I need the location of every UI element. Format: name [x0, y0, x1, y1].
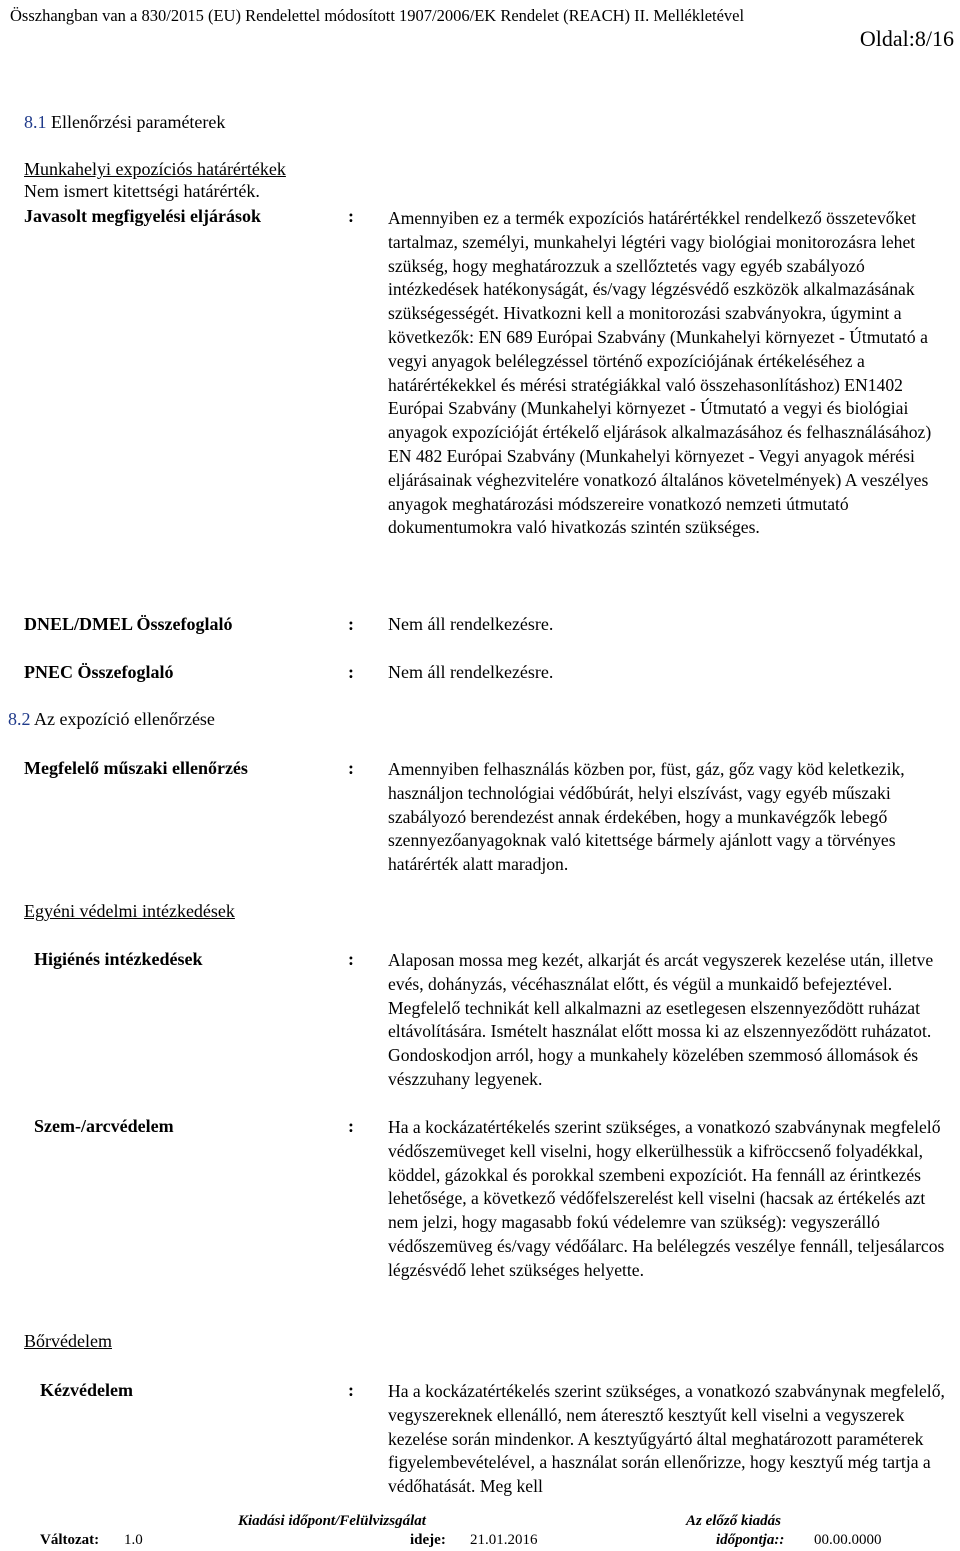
dnel-colon: :	[348, 614, 354, 634]
exposure-limits-heading: Munkahelyi expozíciós határértékek	[24, 159, 286, 179]
exposure-limits-text: Nem ismert kitettségi határérték.	[24, 181, 260, 201]
dnel-text: Nem áll rendelkezésre.	[388, 614, 554, 634]
hand-protection-colon: :	[348, 1380, 354, 1400]
section-number: 8.1	[24, 112, 47, 132]
hand-protection-text: Ha a kockázatértékelés szerint szükséges, a vonatkozó szabványnak megfelelő, vegyszereknek ellenálló, nem áteresztő kesztyűt kell viselni a vegyszerek kezelése során mindenkor. A kesztyűgyártó által meghatározott paraméterek figyelembevételével, a használat során ellenőrizze, hogy kesztyű még tartja a védőhatását. Meg kell	[388, 1381, 945, 1497]
section-title: Az expozíció ellenőrzése	[34, 709, 215, 729]
hand-protection-label: Kézvédelem	[40, 1380, 133, 1400]
issue-date-label-top: Kiadási időpont/Felülvizsgálat	[238, 1513, 426, 1529]
skin-protection-heading: Bőrvédelem	[24, 1331, 112, 1351]
eye-face-text: Ha a kockázatértékelés szerint szükséges, a vonatkozó szabványnak megfelelő védőszemüveget kell viselni, hogy elkerülhessük a kifröccsenő folyadékkal, köddel, gázokkal és porokkal szembeni expozíciót. Ha fennáll az érintkezés lehetősége, a következő védőfelszerelést kell viselni (hacsak az értékelés azt nem jelzi, hogy magasabb fokú védelemre van szükség): vegyszerálló védőszemüveg és/vagy védőálarc. Ha belélegzés veszélye fennáll, teljesálarcos légzésvédő lehet szükséges helyette.	[388, 1117, 945, 1280]
monitoring-label: Javasolt megfigyelési eljárások	[24, 206, 261, 226]
personal-protection-heading: Egyéni védelmi intézkedések	[24, 901, 235, 921]
page-indicator	[860, 26, 954, 52]
previous-issue-date-value: 00.00.0000	[814, 1532, 882, 1548]
section-number: 8.2	[8, 709, 31, 729]
dnel-label: DNEL/DMEL Összefoglaló	[24, 614, 233, 634]
pnec-label: PNEC Összefoglaló	[24, 662, 174, 682]
pnec-text: Nem áll rendelkezésre.	[388, 662, 554, 682]
eye-face-label: Szem-/arcvédelem	[34, 1116, 174, 1136]
previous-issue-label-bottom: időpontja::	[716, 1532, 785, 1548]
hygiene-colon: :	[348, 949, 354, 969]
engineering-controls-colon: :	[348, 758, 354, 778]
monitoring-colon: :	[348, 206, 354, 226]
section-8-2-heading	[8, 709, 215, 730]
previous-issue-label-top: Az előző kiadás	[686, 1513, 782, 1529]
section-8-1-heading	[24, 112, 225, 133]
version-value: 1.0	[124, 1532, 143, 1548]
hygiene-text: Alaposan mossa meg kezét, alkarját és arcát vegyszerek kezelése után, illetve evés, dohányzás, vécéhasználat előtt, és végül a munkaidő befejeztével. Megfelelő technikát kell alkalmazni az esetlegesen elszennyeződött ruházat eltávolítására. Ismételt használat előtt mossa ki az elszennyeződött ruházatot. Gondoskodjon arról, hogy a munkahely közelében szemmosó állomások és vészzuhany legyenek.	[388, 950, 934, 1089]
hygiene-label: Higiénés intézkedések	[34, 949, 203, 969]
section-title: Ellenőrzési paraméterek	[51, 112, 226, 132]
monitoring-text: Amennyiben ez a termék expozíciós határértékkel rendelkező összetevőket tartalmaz, személyi, munkahelyi légtéri vagy biológiai monitorozásra lehet szükség, hogy meghatározzuk a szellőztetés vagy egyéb szabályozó intézkedések hatékonyságát, és/vagy légzésvédő eszközök alkalmazásának szükségességét. Hivatkozni kell a monitorozási szabványokra, úgymint a következők: EN 689 Európai Szabvány (Munkahelyi környezet - Útmutató a vegyi anyagok belélegzéssel történő expozíciójának értékeléséhez a határértékekkel és mérési stratégiákkal való összehasonlításhoz) EN1402 Európai Szabvány (Munkahelyi környezet - Útmutató a vegyi és biológiai anyagok expozícióját értékelő eljárások alkalmazásához és felhasználásához) EN 482 Európai Szabvány (Munkahelyi környezet - Vegyi anyagok mérési eljárásainak véghezvitelére vonatkozó általános követelmények) A veszélyes anyagok meghatározási módszereire vonatkozó nemzeti útmutató dokumentumokra való hivatkozás szintén szükséges.	[388, 208, 932, 538]
eye-face-colon: :	[348, 1116, 354, 1136]
pnec-colon: :	[348, 662, 354, 682]
page-number: 8/16	[914, 26, 954, 51]
issue-date-label-bottom: ideje:	[410, 1532, 446, 1548]
version-label: Változat:	[40, 1532, 100, 1548]
issue-date-value: 21.01.2016	[470, 1532, 538, 1548]
document-header-title: Összhangban van a 830/2015 (EU) Rendelettel módosított 1907/2006/EK Rendelet (REACH) II. Mellékletével	[10, 6, 745, 25]
engineering-controls-text: Amennyiben felhasználás közben por, füst, gáz, gőz vagy köd keletkezik, használjon technológiai védőbúrát, helyi elszívást, vagy egyéb műszaki szabályozó berendezést annak érdekében, hogy a munkavégzők lebegő szennyezőanyagoknak való kitettsége bármely ajánlott vagy a törvényes határérték alatt maradjon.	[388, 759, 905, 875]
engineering-controls-label: Megfelelő műszaki ellenőrzés	[24, 758, 248, 778]
page-label: Oldal:	[859, 26, 915, 51]
